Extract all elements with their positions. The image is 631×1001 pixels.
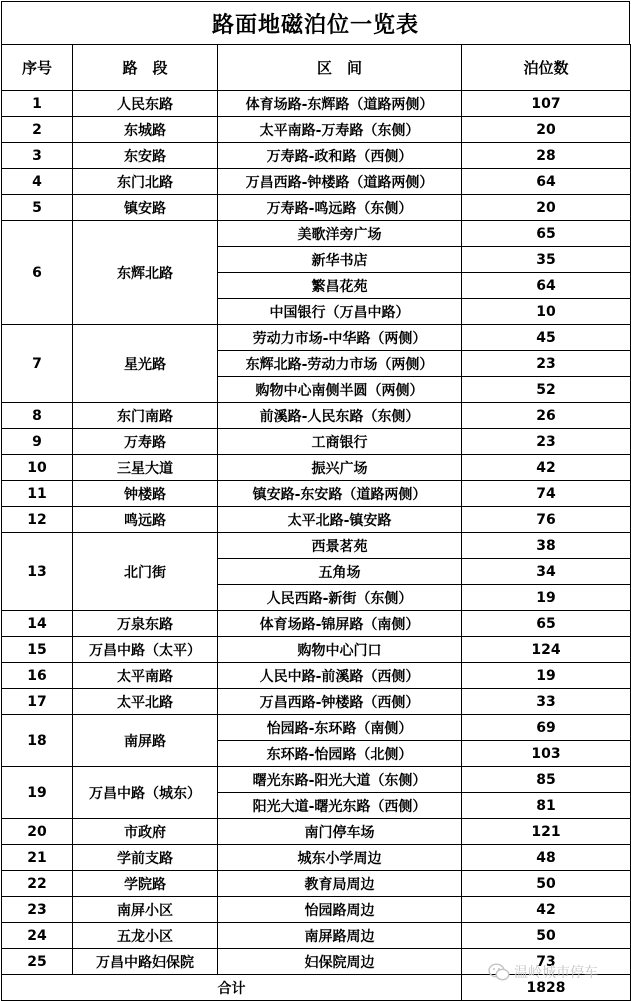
- count-cell: 23: [462, 351, 631, 377]
- road-name: 太平北路: [73, 689, 218, 715]
- road-name: 学院路: [73, 871, 218, 897]
- row-number: 15: [2, 637, 73, 663]
- road-name: 南屏小区: [73, 897, 218, 923]
- table-row: [2, 871, 631, 897]
- count-cell: 85: [462, 767, 631, 793]
- count-cell: 74: [462, 481, 631, 507]
- road-name: 万昌中路妇保院: [73, 949, 218, 975]
- count-cell: 107: [462, 91, 631, 117]
- count-cell: 19: [462, 663, 631, 689]
- row-number: 9: [2, 429, 73, 455]
- count-cell: 35: [462, 247, 631, 273]
- count-cell: 45: [462, 325, 631, 351]
- table-row: [2, 637, 631, 663]
- road-name: 东城路: [73, 117, 218, 143]
- road-name: 市政府: [73, 819, 218, 845]
- section-cell: 万昌西路-钟楼路（道路两侧）: [218, 169, 462, 195]
- total-count: 1828: [462, 975, 631, 1001]
- count-cell: 38: [462, 533, 631, 559]
- table-row: [2, 403, 631, 429]
- count-cell: 48: [462, 845, 631, 871]
- row-number: 17: [2, 689, 73, 715]
- section-cell: 太平南路-万寿路（东侧）: [218, 117, 462, 143]
- section-cell: 前溪路-人民东路（东侧）: [218, 403, 462, 429]
- count-cell: 50: [462, 923, 631, 949]
- table-title: 路面地磁泊位一览表: [1, 1, 630, 44]
- header-count: 泊位数: [462, 45, 631, 91]
- count-cell: 65: [462, 611, 631, 637]
- table-row: [2, 169, 631, 195]
- table-row: [2, 507, 631, 533]
- table-row: [2, 923, 631, 949]
- count-cell: 64: [462, 273, 631, 299]
- section-cell: 万寿路-鸣远路（东侧）: [218, 195, 462, 221]
- section-cell: 西景茗苑: [218, 533, 462, 559]
- table-row: [2, 715, 631, 741]
- section-cell: 五角场: [218, 559, 462, 585]
- wechat-icon: [488, 963, 510, 981]
- count-cell: 69: [462, 715, 631, 741]
- section-cell: 新华书店: [218, 247, 462, 273]
- table-row: [2, 117, 631, 143]
- row-number: 23: [2, 897, 73, 923]
- road-name: 万昌中路（城东）: [73, 767, 218, 819]
- count-cell: 81: [462, 793, 631, 819]
- row-number: 6: [2, 221, 73, 325]
- section-cell: 繁昌花苑: [218, 273, 462, 299]
- count-cell: 64: [462, 169, 631, 195]
- section-cell: 振兴广场: [218, 455, 462, 481]
- row-number: 20: [2, 819, 73, 845]
- section-cell: 体育场路-锦屏路（南侧）: [218, 611, 462, 637]
- row-number: 25: [2, 949, 73, 975]
- row-number: 1: [2, 91, 73, 117]
- section-cell: 万寿路-政和路（西侧）: [218, 143, 462, 169]
- row-number: 21: [2, 845, 73, 871]
- road-name: 北门街: [73, 533, 218, 611]
- table-row: [2, 819, 631, 845]
- road-name: 万泉东路: [73, 611, 218, 637]
- section-cell: 教育局周边: [218, 871, 462, 897]
- row-number: 3: [2, 143, 73, 169]
- table-row: [2, 611, 631, 637]
- section-cell: 怡园路周边: [218, 897, 462, 923]
- row-number: 24: [2, 923, 73, 949]
- table-row: [2, 429, 631, 455]
- count-cell: 20: [462, 195, 631, 221]
- table-row: [2, 143, 631, 169]
- section-cell: 人民西路-新街（东侧）: [218, 585, 462, 611]
- section-cell: 南屏路周边: [218, 923, 462, 949]
- row-number: 13: [2, 533, 73, 611]
- section-cell: 购物中心南侧半圆（两侧）: [218, 377, 462, 403]
- count-cell: 19: [462, 585, 631, 611]
- count-cell: 65: [462, 221, 631, 247]
- table-row: [2, 663, 631, 689]
- count-cell: 28: [462, 143, 631, 169]
- section-cell: 劳动力市场-中华路（两侧）: [218, 325, 462, 351]
- count-cell: 52: [462, 377, 631, 403]
- row-number: 5: [2, 195, 73, 221]
- section-cell: 万昌西路-钟楼路（西侧）: [218, 689, 462, 715]
- row-number: 8: [2, 403, 73, 429]
- section-cell: 阳光大道-曙光东路（西侧）: [218, 793, 462, 819]
- section-cell: 曙光东路-阳光大道（东侧）: [218, 767, 462, 793]
- row-number: 12: [2, 507, 73, 533]
- count-cell: 20: [462, 117, 631, 143]
- header-section: 区 间: [218, 45, 462, 91]
- count-cell: 26: [462, 403, 631, 429]
- header-road: 路 段: [73, 45, 218, 91]
- table-row: [2, 533, 631, 559]
- count-cell: 42: [462, 455, 631, 481]
- table-row: [2, 845, 631, 871]
- road-name: 东门南路: [73, 403, 218, 429]
- road-name: 鸣远路: [73, 507, 218, 533]
- road-name: 人民东路: [73, 91, 218, 117]
- row-number: 7: [2, 325, 73, 403]
- table-body: [2, 91, 631, 1001]
- road-name: 学前支路: [73, 845, 218, 871]
- section-cell: 人民中路-前溪路（西侧）: [218, 663, 462, 689]
- road-name: 万昌中路（太平）: [73, 637, 218, 663]
- table-row: [2, 455, 631, 481]
- row-number: 10: [2, 455, 73, 481]
- road-name: 钟楼路: [73, 481, 218, 507]
- road-name: 三星大道: [73, 455, 218, 481]
- count-cell: 50: [462, 871, 631, 897]
- row-number: 4: [2, 169, 73, 195]
- header-no: 序号: [2, 45, 73, 91]
- road-name: 星光路: [73, 325, 218, 403]
- section-cell: 体育场路-东辉路（道路两侧）: [218, 91, 462, 117]
- table-row: [2, 767, 631, 793]
- table-row: [2, 91, 631, 117]
- table-row: [2, 689, 631, 715]
- count-cell: 76: [462, 507, 631, 533]
- row-number: 14: [2, 611, 73, 637]
- road-name: 万寿路: [73, 429, 218, 455]
- section-cell: 镇安路-东安路（道路两侧）: [218, 481, 462, 507]
- row-number: 18: [2, 715, 73, 767]
- table-row: [2, 897, 631, 923]
- road-name: 镇安路: [73, 195, 218, 221]
- section-cell: 太平北路-镇安路: [218, 507, 462, 533]
- section-cell: 妇保院周边: [218, 949, 462, 975]
- table-row: [2, 481, 631, 507]
- parking-table: [1, 44, 631, 1001]
- count-cell: 10: [462, 299, 631, 325]
- row-number: 2: [2, 117, 73, 143]
- road-name: 东门北路: [73, 169, 218, 195]
- road-name: 东安路: [73, 143, 218, 169]
- count-cell: 121: [462, 819, 631, 845]
- row-number: 19: [2, 767, 73, 819]
- count-cell: 124: [462, 637, 631, 663]
- section-cell: 南门停车场: [218, 819, 462, 845]
- count-cell: 23: [462, 429, 631, 455]
- count-cell: 73: [462, 949, 631, 975]
- header-row: [2, 45, 631, 91]
- count-cell: 34: [462, 559, 631, 585]
- section-cell: 工商银行: [218, 429, 462, 455]
- table-row: [2, 325, 631, 351]
- count-cell: 103: [462, 741, 631, 767]
- row-number: 11: [2, 481, 73, 507]
- total-label: 合计: [2, 975, 462, 1001]
- section-cell: 购物中心门口: [218, 637, 462, 663]
- row-number: 16: [2, 663, 73, 689]
- road-name: 太平南路: [73, 663, 218, 689]
- watermark: [488, 962, 598, 982]
- section-cell: 城东小学周边: [218, 845, 462, 871]
- table-row: [2, 195, 631, 221]
- section-cell: 怡园路-东环路（南侧）: [218, 715, 462, 741]
- section-cell: 中国银行（万昌中路）: [218, 299, 462, 325]
- section-cell: 东环路-怡园路（北侧）: [218, 741, 462, 767]
- road-name: 五龙小区: [73, 923, 218, 949]
- table-row: [2, 221, 631, 247]
- watermark-text: 温岭城市停车: [514, 965, 598, 981]
- count-cell: 33: [462, 689, 631, 715]
- road-name: 东辉北路: [73, 221, 218, 325]
- road-name: 南屏路: [73, 715, 218, 767]
- section-cell: 东辉北路-劳动力市场（两侧）: [218, 351, 462, 377]
- row-number: 22: [2, 871, 73, 897]
- count-cell: 42: [462, 897, 631, 923]
- section-cell: 美歌洋旁广场: [218, 221, 462, 247]
